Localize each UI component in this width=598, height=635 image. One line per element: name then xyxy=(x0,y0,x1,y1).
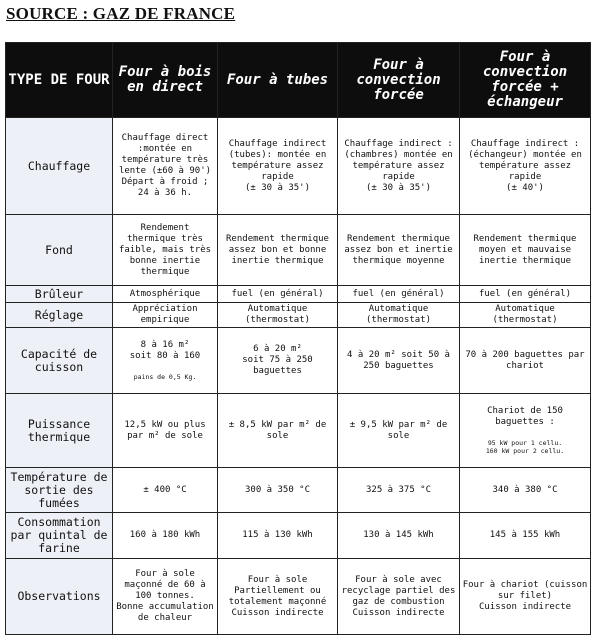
row-label-consommation: Consommation par quintal de farine xyxy=(6,513,113,559)
row-label-temperature: Température de sortie des fumées xyxy=(6,468,113,513)
page-title: SOURCE : GAZ DE FRANCE xyxy=(6,4,236,23)
column-header-type: TYPE DE FOUR xyxy=(6,43,113,118)
table-cell: Rendement thermique assez bon et bonne inertie thermique xyxy=(218,215,338,286)
table-cell: Automatique (thermostat) xyxy=(218,303,338,328)
row-label-observations: Observations xyxy=(6,559,113,635)
table-cell: 340 à 380 °C xyxy=(460,468,591,513)
table-row-temperature xyxy=(6,468,591,513)
table-cell: Four à sole Partiellement ou totalement maçonné Cuisson indirecte xyxy=(218,559,338,635)
row-label-chauffage: Chauffage xyxy=(6,118,113,215)
table-cell: Four à sole maçonné de 60 à 100 tonnes. Bonne accumulation de chaleur xyxy=(113,559,218,635)
column-header-bois-direct: Four à bois en direct xyxy=(113,43,218,118)
table-cell: 300 à 350 °C xyxy=(218,468,338,513)
table-cell xyxy=(460,394,591,468)
table-cell: 12,5 kW ou plus par m² de sole xyxy=(113,394,218,468)
row-label-bruleur: Brûleur xyxy=(6,286,113,303)
table-cell: ± 8,5 kW par m² de sole xyxy=(218,394,338,468)
table-cell: fuel (en général) xyxy=(338,286,460,303)
row-label-fond: Fond xyxy=(6,215,113,286)
table-cell: 325 à 375 °C xyxy=(338,468,460,513)
table-row-reglage xyxy=(6,303,591,328)
table-row-bruleur xyxy=(6,286,591,303)
table-row-puissance xyxy=(6,394,591,468)
table-cell: 4 à 20 m² soit 50 à 250 baguettes xyxy=(338,328,460,394)
table-cell: Rendement thermique moyen et mauvaise inertie thermique xyxy=(460,215,591,286)
table-cell: ± 9,5 kW par m² de sole xyxy=(338,394,460,468)
oven-comparison-table xyxy=(5,42,591,635)
row-label-reglage: Réglage xyxy=(6,303,113,328)
cell-text: 8 à 16 m² soit 80 à 160 xyxy=(129,340,201,361)
table-row-capacite xyxy=(6,328,591,394)
cell-note: pains de 0,5 Kg. xyxy=(133,373,197,381)
header-row xyxy=(6,43,591,118)
table-cell: Automatique (thermostat) xyxy=(460,303,591,328)
table-cell: Rendement thermique très faible, mais très bonne inertie thermique xyxy=(113,215,218,286)
table-cell: 145 à 155 kWh xyxy=(460,513,591,559)
table-cell: Appréciation empirique xyxy=(113,303,218,328)
table-cell: Automatique (thermostat) xyxy=(338,303,460,328)
table-cell: fuel (en général) xyxy=(218,286,338,303)
table-cell: 130 à 145 kWh xyxy=(338,513,460,559)
table-cell: Rendement thermique assez bon et inertie thermique moyenne xyxy=(338,215,460,286)
table-cell: Chauffage indirect : (chambres) montée en température assez rapide (± 30 à 35') xyxy=(338,118,460,215)
table-row-consommation xyxy=(6,513,591,559)
cell-text: Chariot de 150 baguettes : xyxy=(487,406,563,427)
table-cell: Four à sole avec recyclage partiel des gaz de combustion Cuisson indirecte xyxy=(338,559,460,635)
table-row-observations xyxy=(6,559,591,635)
table-cell: 6 à 20 m² soit 75 à 250 baguettes xyxy=(218,328,338,394)
column-header-convection-echangeur: Four à convection forcée + échangeur xyxy=(460,43,591,118)
table-cell xyxy=(113,328,218,394)
row-label-puissance: Puissance thermique xyxy=(6,394,113,468)
column-header-tubes: Four à tubes xyxy=(218,43,338,118)
table-cell: Chauffage direct :montée en température très lente (±60 à 90') Départ à froid ; 24 à 36 h. xyxy=(113,118,218,215)
column-header-convection: Four à convection forcée xyxy=(338,43,460,118)
cell-note: 95 kW pour 1 cellu. 160 kW pour 2 cellu. xyxy=(485,439,565,455)
table-row-fond xyxy=(6,215,591,286)
table-cell: fuel (en général) xyxy=(460,286,591,303)
table-cell: 115 à 130 kWh xyxy=(218,513,338,559)
table-cell: ± 400 °C xyxy=(113,468,218,513)
table-cell: Chauffage indirect : (échangeur) montée en température assez rapide (± 40') xyxy=(460,118,591,215)
table-cell: Atmosphérique xyxy=(113,286,218,303)
table-cell: 160 à 180 kWh xyxy=(113,513,218,559)
table-row-chauffage xyxy=(6,118,591,215)
table-cell: Four à chariot (cuisson sur filet) Cuisson indirecte xyxy=(460,559,591,635)
table-cell: Chauffage indirect (tubes): montée en température assez rapide (± 30 à 35') xyxy=(218,118,338,215)
table-cell: 70 à 200 baguettes par chariot xyxy=(460,328,591,394)
row-label-capacite: Capacité de cuisson xyxy=(6,328,113,394)
